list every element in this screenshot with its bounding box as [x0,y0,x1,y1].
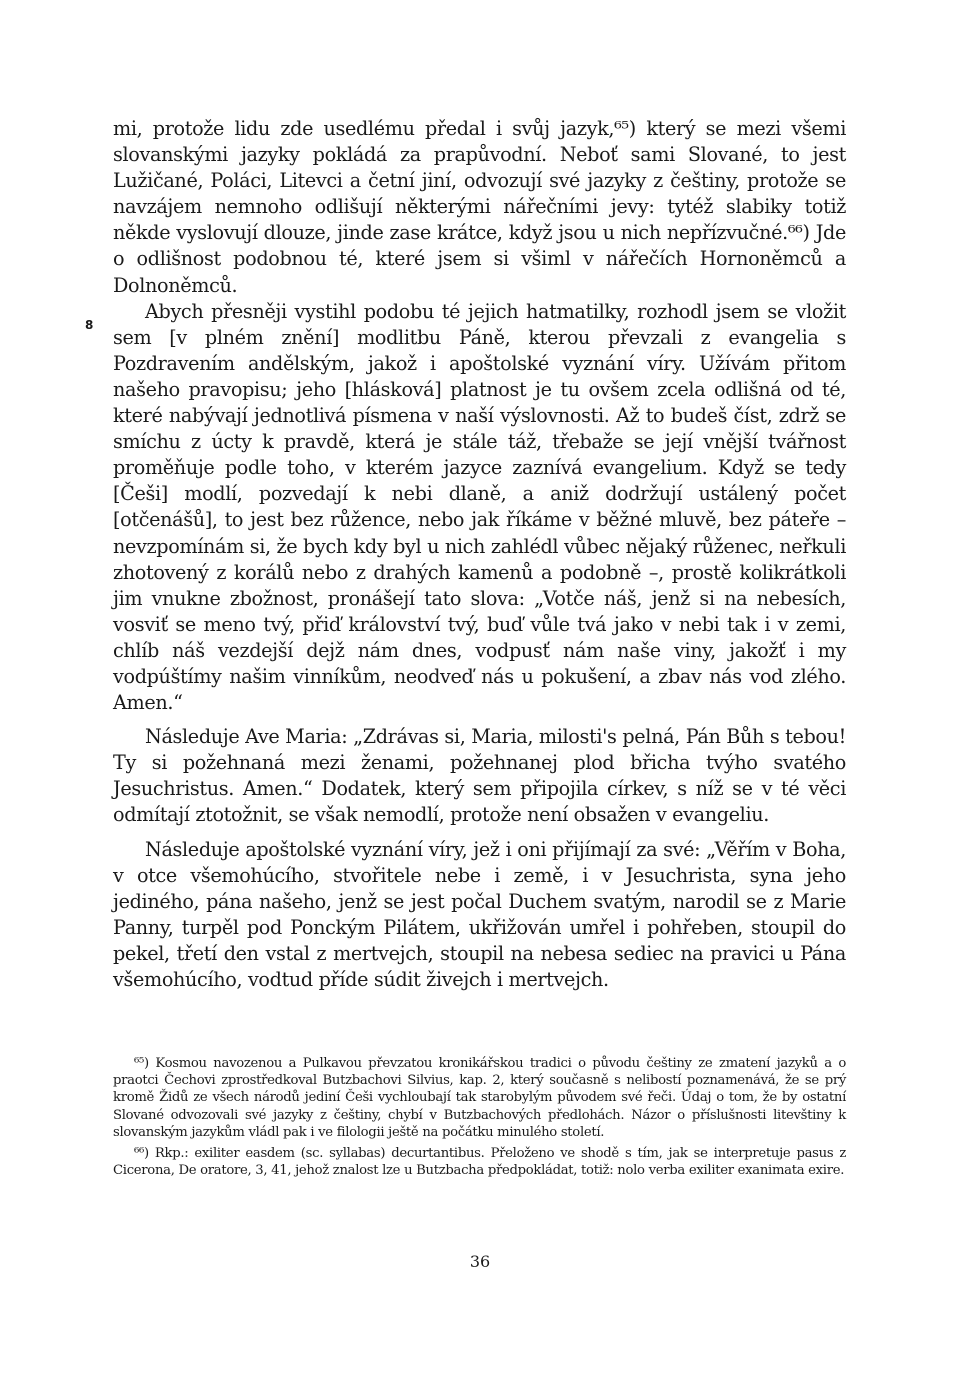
paragraph-4: Následuje apoštolské vyznání víry, jež i oni přijímají za své: „Věřím v Boha, v otce všemohúcího, stvořitele nebe i země, i v Jesuchrista, syna jeho jediného, pána našeho, jenž se jest počal Duchem svatým, narodil se z Marie Panny, turpěl pod Ponckým Pilátem, ukřižován umřel i pohřeben, stoupil do pekel, třetí den vstal z mertvejch, stoupil na nebesa sediec na pravici u Pána všemohúcího, vodtud příde súdit živejch i mertvejch. [113,837,846,991]
margin-number: 8 [85,318,94,332]
page-number: 36 [469,1252,491,1271]
paragraph-gap [113,829,846,837]
footnote-65: ⁶⁵) Kosmou navozenou a Pulkavou převzatou kronikářskou tradici o původu češtiny ze zmatení jazyků a o praotci Čechovi zprostředkoval Butzbachovi Silvius, kap. 2, který současně s nelibostí poznamenává, že se prý kromě Židů ze všech národů jediní Češi vychloubají tak starobylým původem své řeči. Údaj o tom, že by ostatní Slované odvozovali své jazyky z češtiny, chybí v Butzbachových předlohách. Názor o příslušnosti litevštiny k slovanským jazykům vládl pak i ve filologii ještě na počátku minulého století. [113,1056,846,1140]
paragraph-gap [113,716,846,724]
main-text [113,116,846,993]
paragraph-3: Následuje Ave Maria: „Zdrávas si, Maria, milosti's pelná, Pán Bůh s tebou! Ty si požehnaná mezi ženami, požehnanej plod břicha tvýho svatého Jesuchristus. Amen.“ Dodatek, který sem připojila církev, s níž se v té věci odmítají ztotožnit, se však nemodlí, protože není obsažen v evangeliu. [113,725,846,827]
paragraph-1: mi, protože lidu zde usedlému předal i svůj jazyk,⁶⁵) který se mezi všemi slovanskými jazyky pokládá za prapůvodní. Neboť sami Slované, to jest Lužičané, Poláci, Litevci a četní jiní, odvozují své jazyky z češtiny, protože se navzájem nemnoho odlišují některými nářečními jevy: tytéž slabiky totiž někde vyslovují dlouze, jinde zase krátce, když jsou u nich nepřízvučné.⁶⁶) Jde o odlišnost podobnou té, které jsem si všiml v nářečích Hornoněmců a Dolnoněmců. [113,117,846,297]
footnote-66: ⁶⁶) Rkp.: exiliter easdem (sc. syllabas) decurtantibus. Přeloženo ve shodě s tím, jak se interpretuje pasus z Cicerona, De oratore, 3, 41, jehož znalost lze u Butzbacha předpokládat, totiž: nolo verba exiliter exanimata exire. [113,1146,846,1179]
footnotes [113,1055,846,1183]
paragraph-2: Abych přesněji vystihl podobu té jejich hatmatilky, rozhodl jsem se vložit sem [v plném znění] modlitbu Páně, kterou převzali z evangelia s Pozdravením andělským, jakož i apoštolské vyznání víry. Užívám přitom našeho pravopisu; jeho [hlásková] platnost je tu ovšem zcela odlišná od té, které nabývají jednotlivá písmena v naší výslovnosti. Až to budeš číst, zdrž se smíchu z úcty k pravdě, která je stále táž, třebaže se její vnější tvářnost proměňuje podle toho, v kterém jazyce zaznívá evangelium. Když se tedy [Češi] modlí, pozvedají k nebi dlaně, a aniž dodržují ustálený počet [otčenášů], to jest bez růžence, nebo jak říkáme v běžné mluvě, bez páteře – nevzpomínám si, že bych kdy byl u nich zahlédl vůbec nějaký růženec, neřkuli zhotovený z korálů nebo z drahých kamenů a podobně –, prostě kolikrátkoli jim vnukne zbožnost, pronášejí tato slova: „Votče náš, jenž si na nebesích, vosviť se meno tvý, přiď království tvý, buď vůle tvá jako v nebi tak i v zemi, chlíb náš vezdejší dejž nám dnes, vodpusť nám naše viny, jakožť i my vodpúštímy našim vinníkům, neodveď nás u pokušení, a zbav nás vod zlého. Amen.“ [113,299,846,715]
